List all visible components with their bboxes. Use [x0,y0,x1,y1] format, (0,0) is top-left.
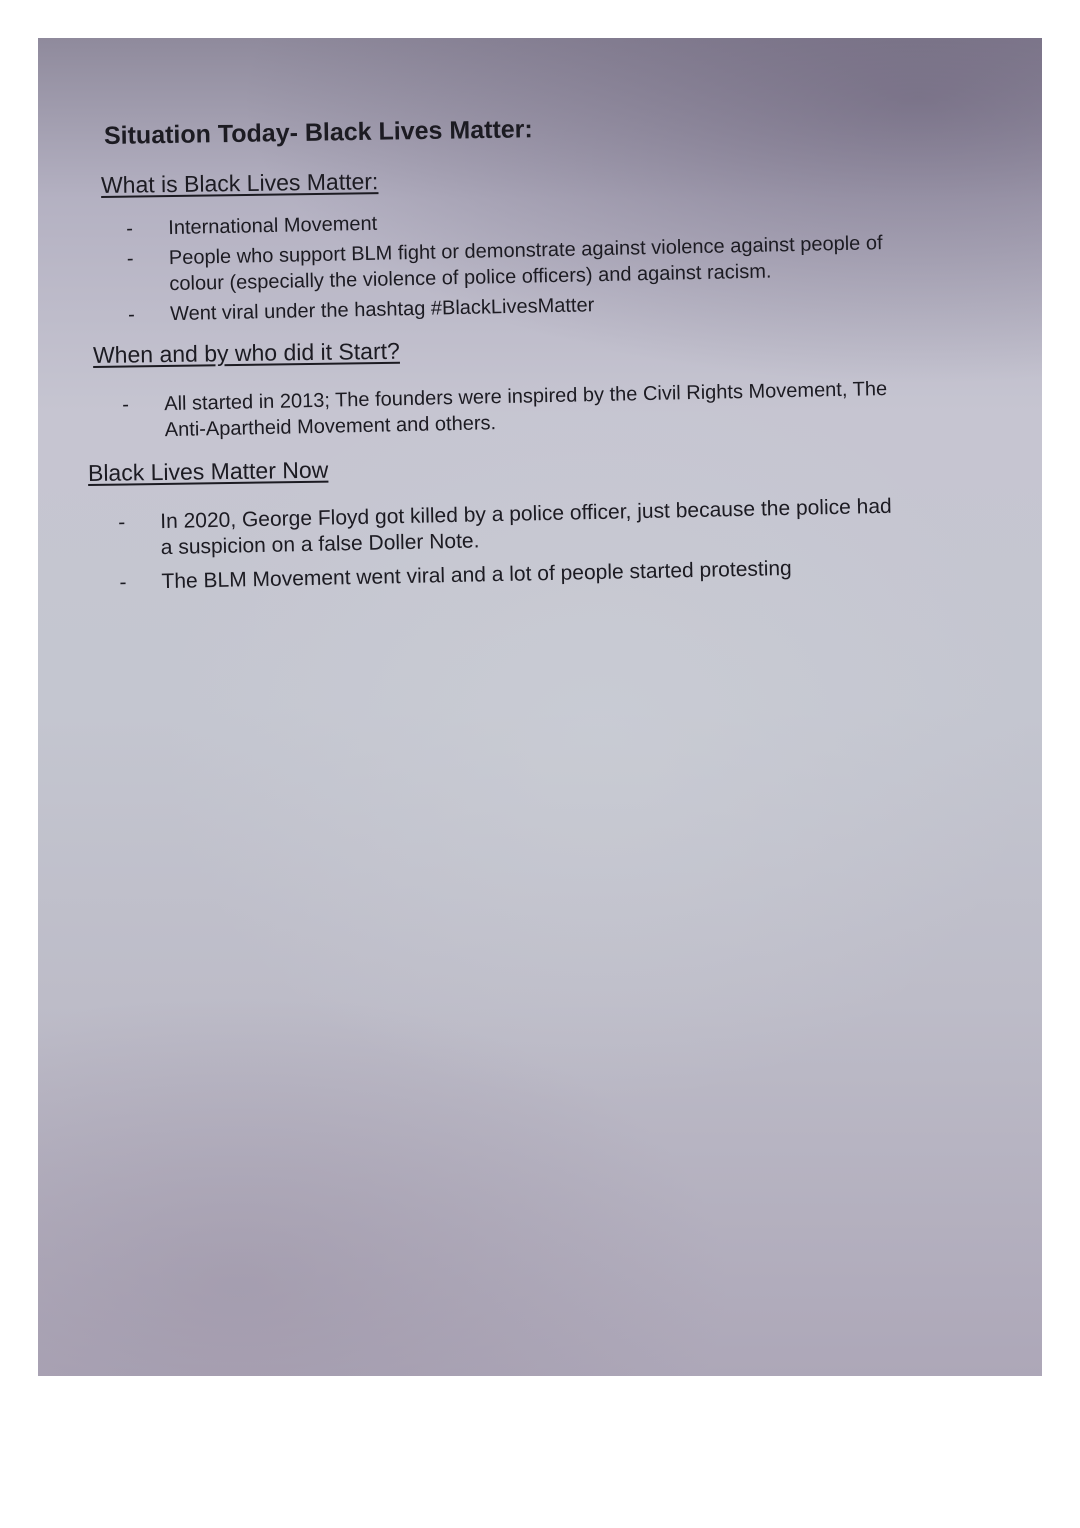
document-sheet [38,38,1042,1376]
bullet-text: People who support BLM fight or demonstrate against violence against people of colour (especially the violence of police officers) and against racism. [168,232,883,296]
bullet-dash: - [122,393,130,416]
photo-of-document [38,38,1042,1376]
section-heading-when-started: When and by who did it Start? [92,337,400,368]
list-item [122,375,923,444]
page-title: Situation Today- Black Lives Matter: [103,115,533,150]
bullet-dash: - [127,303,135,326]
bullet-text: All started in 2013; The founders were inspired by the Civil Rights Movement, The Anti-Apartheid Movement and others. [164,377,888,442]
bullet-dash: - [126,247,134,270]
bullet-text: The BLM Movement went viral and a lot of people started protesting [161,556,792,594]
bullet-text: In 2020, George Floyd got killed by a police officer, just because the police had a suspicion on a false Doller Note. [160,494,892,560]
list-item [118,493,909,562]
list-item [119,553,909,596]
bullet-dash: - [119,570,127,594]
section-heading-blm-now: Black Lives Matter Now [87,456,329,486]
bullet-dash: - [118,510,126,534]
bullet-list-what-is-blm [126,199,918,332]
bullet-list-blm-now [118,493,910,604]
bullet-text: Went viral under the hashtag #BlackLivesMatter [169,294,595,326]
bullet-dash: - [126,217,134,240]
section-heading-what-is-blm: What is Black Lives Matter: [100,168,379,198]
bullet-text: International Movement [168,212,378,240]
bullet-list-when-started [122,375,923,448]
